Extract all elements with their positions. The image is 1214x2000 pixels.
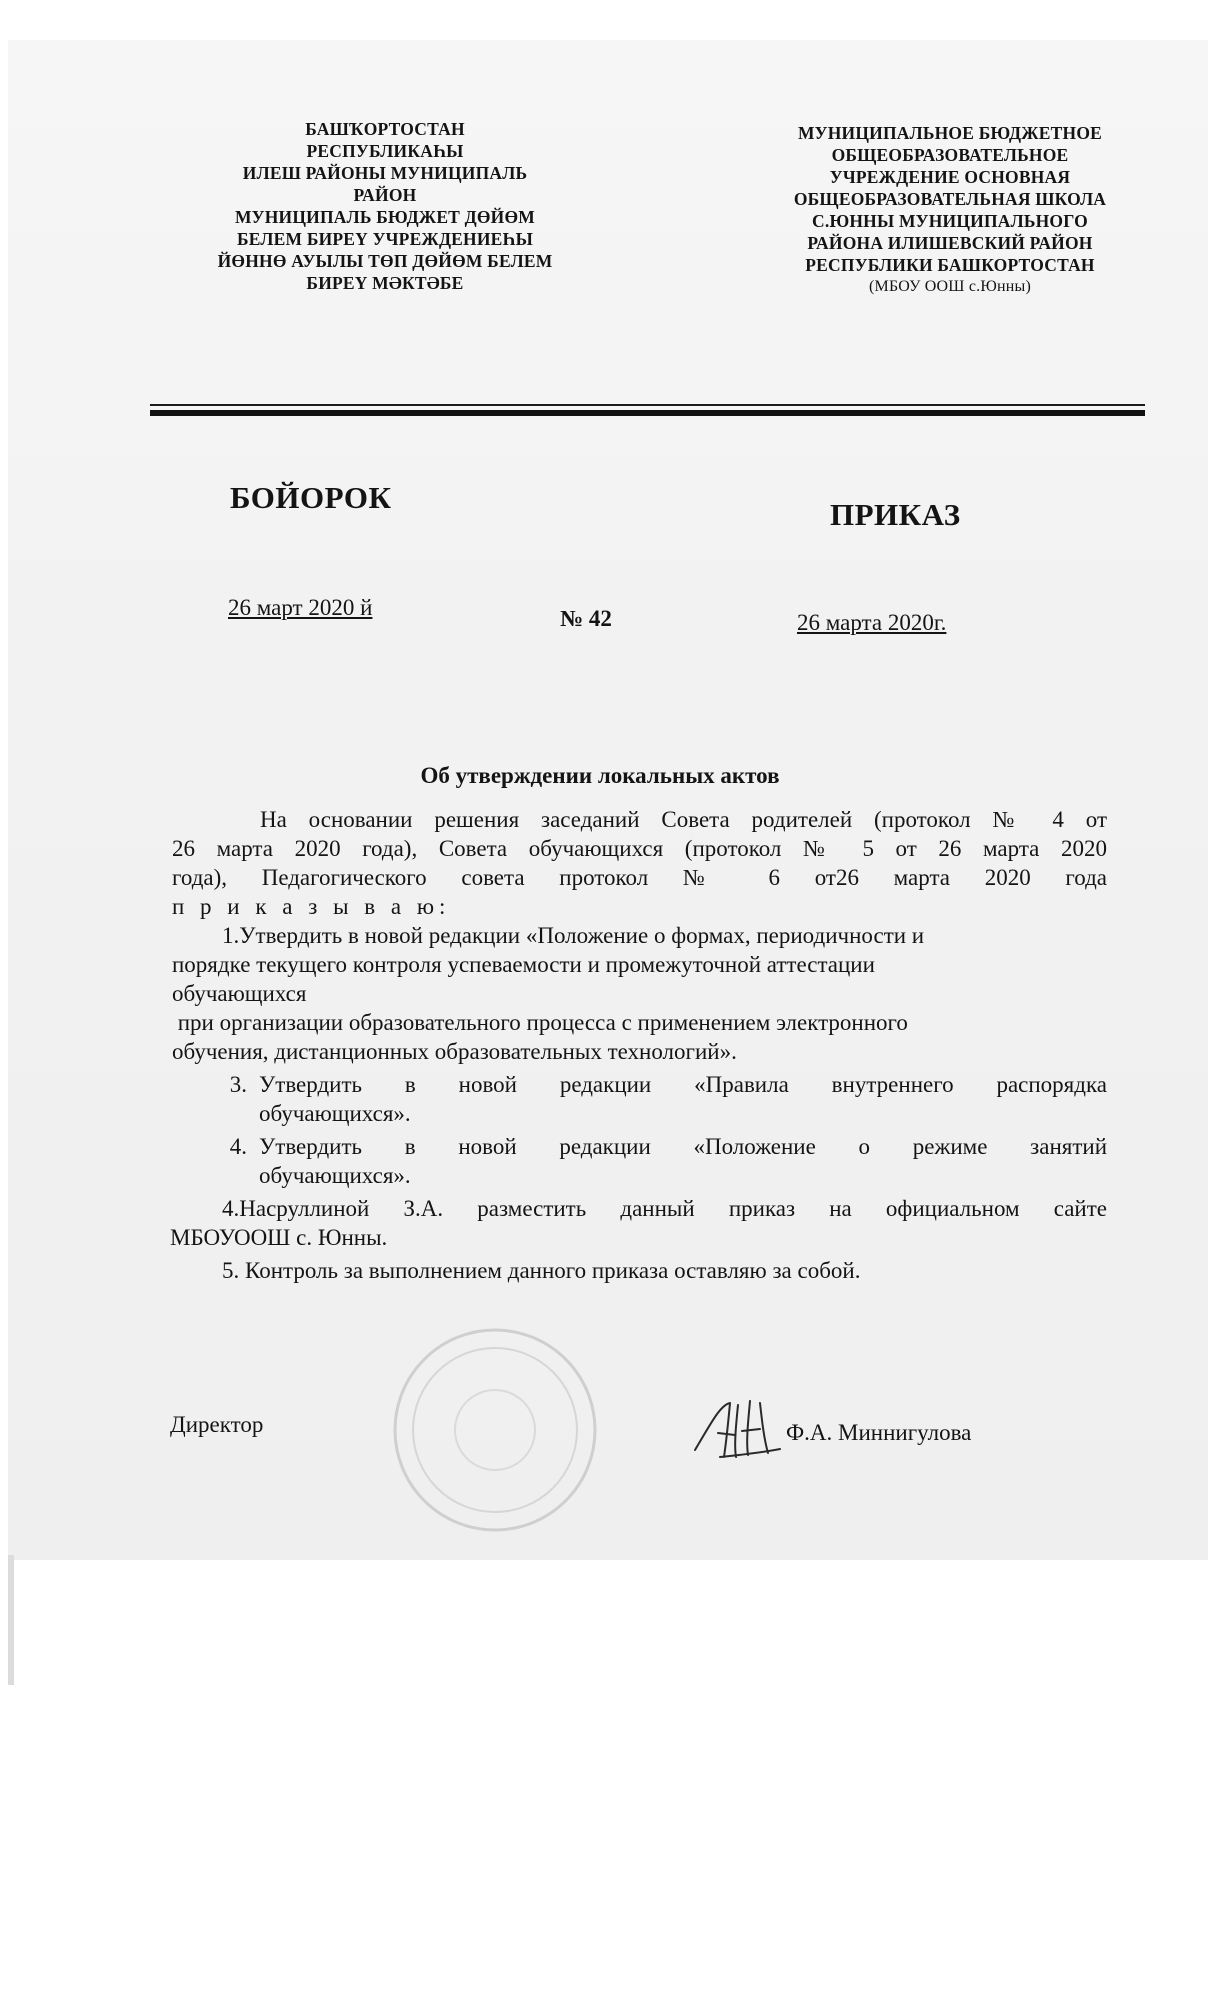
header-right-line: С.ЮННЫ МУНИЦИПАЛЬНОГО <box>812 211 1088 231</box>
item4-line: обучающихся». <box>259 1163 411 1188</box>
item4 <box>172 1132 1107 1190</box>
header-right-line: УЧРЕЖДЕНИЕ ОСНОВНАЯ <box>829 167 1071 187</box>
order-subject: Об утверждении локальных актов <box>420 763 780 788</box>
item3 <box>172 1070 1107 1128</box>
header-left-line: БАШҠОРТОСТАН <box>305 119 465 139</box>
item3-number: 3. <box>229 1072 247 1097</box>
order-body <box>172 805 1107 1285</box>
header-left-line: РАЙОН <box>353 185 417 205</box>
stamp-seal <box>385 1320 605 1540</box>
item4b-line: 4.Насруллиной З.А. разместить данный приказ на официальном сайте <box>222 1196 1107 1221</box>
item4-number: 4. <box>229 1134 247 1159</box>
header-left-line: БИРЕҮ МӘКТӘБЕ <box>306 273 464 293</box>
item1-line: обучающихся <box>172 981 307 1006</box>
order-title-russian: ПРИКАЗ <box>830 497 961 532</box>
intro-line: На основании решения заседаний Совета родителей (протокол № 4 от <box>260 807 1107 832</box>
header-right-line: ОБЩЕОБРАЗОВАТЕЛЬНАЯ ШКОЛА <box>793 189 1107 209</box>
intro-line: года), Педагогического совета протокол № 6 от26 марта 2020 года <box>172 865 1107 890</box>
header-left-line: ИЛЕШ РАЙОНЫ МУНИЦИПАЛЬ <box>242 163 528 183</box>
signature-name: Ф.А. Миннигулова <box>786 1420 972 1445</box>
header-right-russian <box>765 122 1135 298</box>
handwritten-signature <box>690 1395 785 1465</box>
header-right-line: ОБЩЕОБРАЗОВАТЕЛЬНОЕ <box>831 145 1069 165</box>
item3-text <box>259 1070 1107 1128</box>
order-title-bashkir: БОЙОРОК <box>230 480 392 515</box>
scan-edge-mark <box>8 1555 14 1685</box>
intro-line: 26 марта 2020 года), Совета обучающихся (протокол № 5 от 26 марта 2020 <box>172 836 1107 861</box>
header-right-line: МУНИЦИПАЛЬНОЕ БЮДЖЕТНОЕ <box>797 123 1103 143</box>
item4-text <box>259 1132 1107 1190</box>
prikazyvayu-line: п р и к а з ы в а ю: <box>172 894 451 919</box>
header-left-bashkir <box>195 118 575 294</box>
header-divider-thin <box>150 404 1145 406</box>
header-right-abbrev: (МБОУ ООШ с.Юнны) <box>868 278 1032 295</box>
header-right-line: РЕСПУБЛИКИ БАШКОРТОСТАН <box>805 255 1095 275</box>
item3-line: обучающихся». <box>259 1101 411 1126</box>
item3-line: Утвердить в новой редакции «Правила внутреннего распорядка <box>259 1072 1107 1097</box>
item1-line: при организации образовательного процесса с применением электронного <box>172 1010 908 1035</box>
item5-line: 5. Контроль за выполнением данного приказа оставляю за собой. <box>222 1258 861 1283</box>
header-right-line: РАЙОНА ИЛИШЕВСКИЙ РАЙОН <box>807 233 1093 253</box>
header-divider-thick <box>150 410 1145 416</box>
header-left-line: МУНИЦИПАЛЬ БЮДЖЕТ ДӨЙӨМ <box>234 207 536 227</box>
item1-line: порядке текущего контроля успеваемости и промежуточной аттестации <box>172 952 875 977</box>
header-left-line: ЙӨННӨ АУЫЛЫ ТӨП ДӨЙӨМ БЕЛЕМ <box>217 251 553 271</box>
item4b-line: МБОУООШ с. Юнны. <box>170 1225 388 1250</box>
item1-line: 1.Утвердить в новой редакции «Положение о формах, периодичности и <box>222 923 925 948</box>
signature-role: Директор <box>170 1412 264 1437</box>
header-left-line: РЕСПУБЛИКАҺЫ <box>306 141 464 161</box>
order-date-bashkir: 26 март 2020 й <box>228 595 373 620</box>
order-date-russian: 26 марта 2020г. <box>797 610 947 635</box>
order-number: № 42 <box>560 606 612 631</box>
header-left-line: БЕЛЕМ БИРЕҮ УЧРЕЖДЕНИЕҺЫ <box>237 229 533 249</box>
item1-line: обучения, дистанционных образовательных технологий». <box>172 1039 737 1064</box>
item4-line: Утвердить в новой редакции «Положение о режиме занятий <box>259 1134 1107 1159</box>
